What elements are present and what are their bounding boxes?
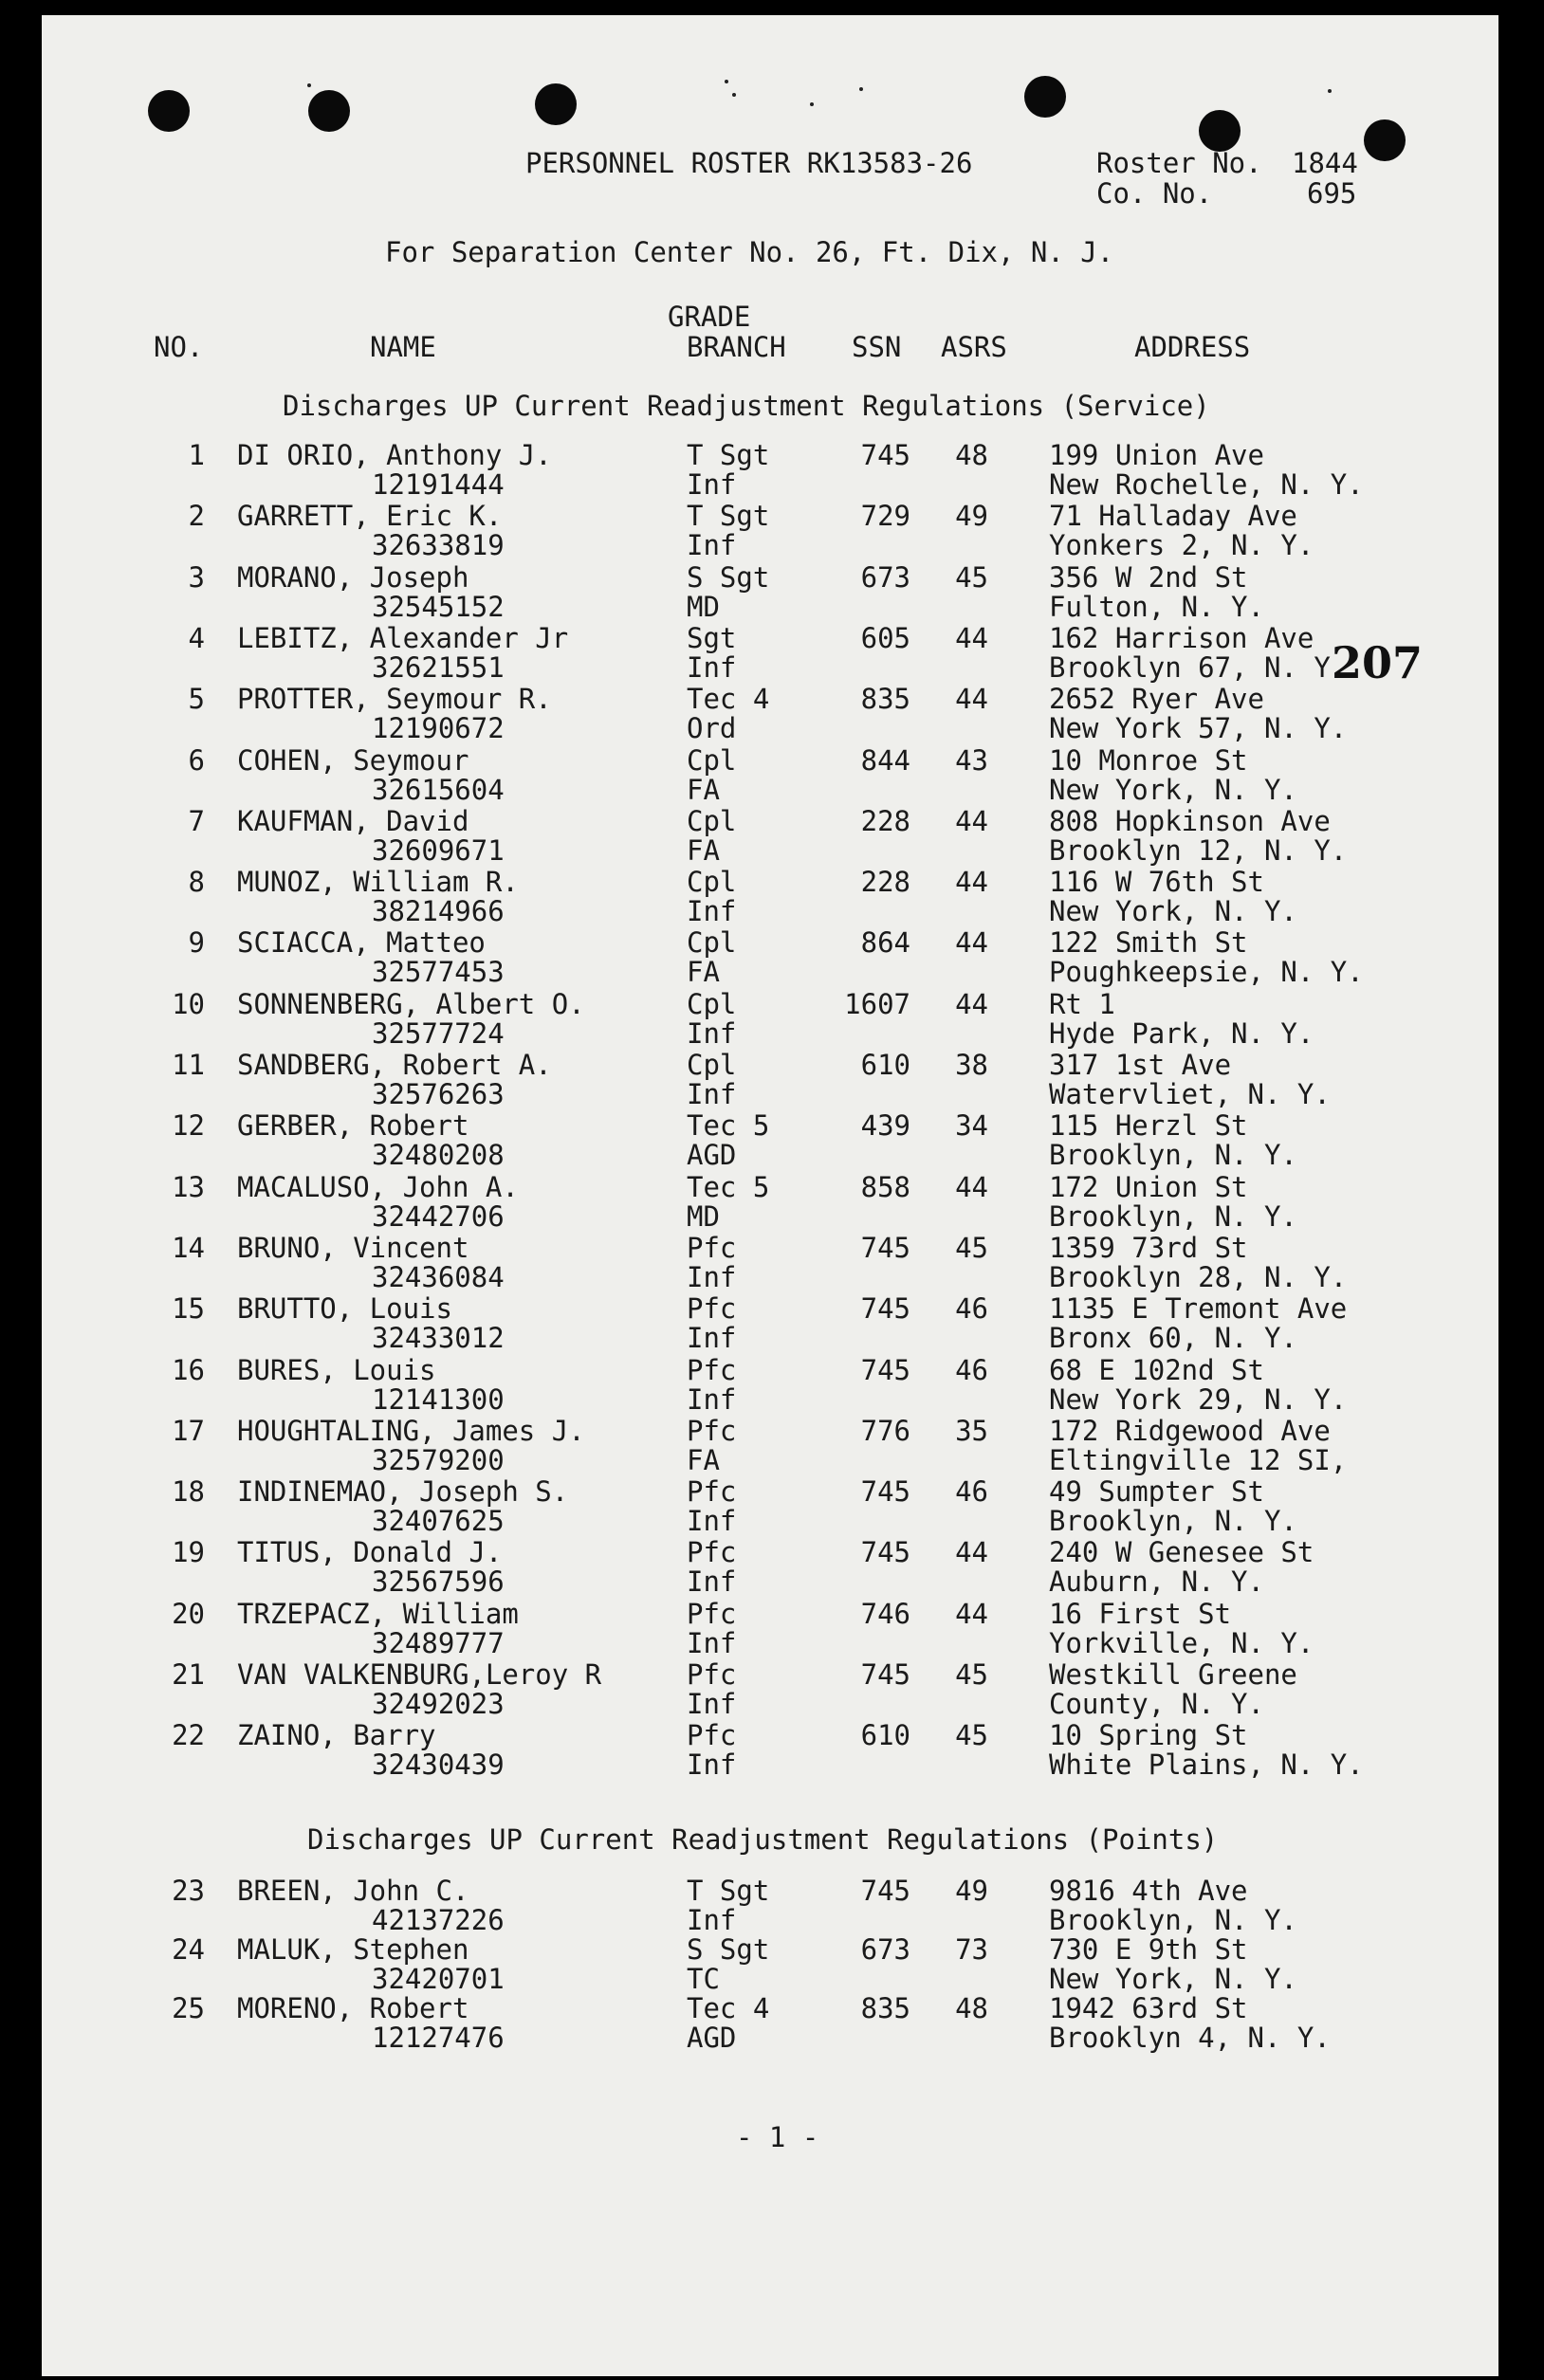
- row-name: MACALUSO, John A.: [237, 1170, 519, 1203]
- row-ssn: 745: [860, 1875, 910, 1907]
- row-number: 25: [172, 1992, 205, 2024]
- row-ssn: 835: [860, 683, 910, 716]
- row-branch: Inf: [687, 1078, 737, 1110]
- roster-title: PERSONNEL ROSTER RK13583-26: [525, 147, 973, 179]
- row-branch: Inf: [687, 468, 737, 501]
- row-asrs: 44: [955, 987, 988, 1020]
- row-name: MORANO, Joseph: [237, 560, 469, 594]
- row-address-line1: 9816 4th Ave: [1049, 1875, 1248, 1907]
- row-number: 3: [188, 560, 205, 594]
- row-number: 17: [172, 1414, 205, 1447]
- row-address-line1: 16 First St: [1049, 1597, 1232, 1630]
- row-ssn: 746: [860, 1597, 910, 1630]
- row-address-line2: New York, N. Y.: [1049, 1963, 1297, 1995]
- row-number: 7: [188, 804, 205, 837]
- row-number: 15: [172, 1292, 205, 1326]
- row-serial: 32480208: [372, 1139, 505, 1172]
- row-serial: 32430439: [372, 1748, 505, 1782]
- row-name: ZAINO, Barry: [237, 1719, 436, 1752]
- row-serial: 32633819: [372, 529, 505, 562]
- row-grade: Pfc: [687, 1536, 737, 1569]
- row-serial: 32489777: [372, 1626, 505, 1659]
- row-grade: Cpl: [687, 866, 737, 899]
- roster-page: [42, 15, 1498, 2376]
- row-address-line1: Rt 1: [1049, 987, 1115, 1020]
- row-branch: Inf: [687, 1626, 737, 1659]
- row-asrs: 34: [955, 1109, 988, 1143]
- row-name: MUNOZ, William R.: [237, 866, 519, 899]
- row-name: SANDBERG, Robert A.: [237, 1049, 552, 1081]
- row-grade: Pfc: [687, 1658, 737, 1691]
- row-ssn: 745: [860, 1536, 910, 1569]
- row-number: 16: [172, 1353, 205, 1386]
- row-address-line1: 162 Harrison Ave: [1049, 621, 1314, 654]
- row-asrs: 45: [955, 1231, 988, 1264]
- row-address-line2: Brooklyn 67, N. Y.: [1049, 650, 1348, 684]
- row-serial: 32577453: [372, 956, 505, 989]
- row-address-line2: New York 29, N. Y.: [1049, 1382, 1348, 1416]
- row-address-line1: 730 E 9th St: [1049, 1933, 1248, 1966]
- row-ssn: 1607: [844, 987, 910, 1020]
- row-serial: 12141300: [372, 1382, 505, 1416]
- row-serial: 32621551: [372, 650, 505, 684]
- row-number: 14: [172, 1231, 205, 1264]
- column-header-name: NAME: [370, 331, 436, 363]
- row-grade: Tec 5: [687, 1109, 770, 1143]
- row-address-line1: 71 Halladay Ave: [1049, 500, 1297, 533]
- row-branch: MD: [687, 1199, 720, 1233]
- row-name: BRUNO, Vincent: [237, 1231, 469, 1264]
- row-number: 21: [172, 1658, 205, 1691]
- co-no-label: Co. No.: [1096, 177, 1213, 210]
- row-name: GERBER, Robert: [237, 1109, 469, 1143]
- row-name: GARRETT, Eric K.: [237, 500, 503, 533]
- row-ssn: 228: [860, 866, 910, 899]
- row-name: VAN VALKENBURG,Leroy R: [237, 1658, 602, 1691]
- row-address-line1: 1135 E Tremont Ave: [1049, 1292, 1348, 1326]
- row-address-line1: 808 Hopkinson Ave: [1049, 804, 1331, 837]
- row-asrs: 49: [955, 1875, 988, 1907]
- column-header-address: ADDRESS: [1134, 331, 1251, 363]
- row-address-line1: 49 Sumpter St: [1049, 1475, 1264, 1509]
- row-ssn: 745: [860, 1475, 910, 1509]
- row-address-line1: 240 W Genesee St: [1049, 1536, 1314, 1569]
- column-header-ssn: SSN: [852, 331, 902, 363]
- column-header-no: NO.: [154, 331, 204, 363]
- row-ssn: 610: [860, 1049, 910, 1081]
- punch-hole: [535, 83, 577, 125]
- row-branch: Inf: [687, 1260, 737, 1293]
- row-address-line2: Brooklyn 28, N. Y.: [1049, 1260, 1348, 1293]
- row-number: 2: [188, 500, 205, 533]
- roster-no-value: 1844: [1292, 147, 1358, 179]
- row-grade: Cpl: [687, 1049, 737, 1081]
- row-serial: 38214966: [372, 895, 505, 928]
- row-grade: Pfc: [687, 1597, 737, 1630]
- row-address-line2: Brooklyn, N. Y.: [1049, 1904, 1297, 1936]
- row-ssn: 439: [860, 1109, 910, 1143]
- row-branch: FA: [687, 773, 720, 806]
- row-asrs: 44: [955, 683, 988, 716]
- row-address-line2: Watervliet, N. Y.: [1049, 1078, 1331, 1110]
- row-branch: FA: [687, 833, 720, 867]
- co-no-value: 695: [1307, 177, 1357, 210]
- row-branch: Inf: [687, 1904, 737, 1936]
- row-branch: FA: [687, 1443, 720, 1476]
- row-address-line2: Auburn, N. Y.: [1049, 1565, 1264, 1599]
- row-grade: Pfc: [687, 1719, 737, 1752]
- row-grade: T Sgt: [687, 1875, 770, 1907]
- row-number: 18: [172, 1475, 205, 1509]
- row-serial: 42137226: [372, 1904, 505, 1936]
- row-name: TRZEPACZ, William: [237, 1597, 519, 1630]
- row-grade: Pfc: [687, 1414, 737, 1447]
- row-grade: T Sgt: [687, 500, 770, 533]
- row-asrs: 46: [955, 1475, 988, 1509]
- row-address-line1: 68 E 102nd St: [1049, 1353, 1264, 1386]
- row-address-line2: White Plains, N. Y.: [1049, 1748, 1364, 1782]
- row-asrs: 35: [955, 1414, 988, 1447]
- row-branch: Inf: [687, 1016, 737, 1050]
- row-serial: 32577724: [372, 1016, 505, 1050]
- row-name: HOUGHTALING, James J.: [237, 1414, 585, 1447]
- row-number: 11: [172, 1049, 205, 1081]
- row-name: BREEN, John C.: [237, 1875, 469, 1907]
- row-address-line1: 116 W 76th St: [1049, 866, 1264, 899]
- row-address-line2: Brooklyn 12, N. Y.: [1049, 833, 1348, 867]
- row-name: COHEN, Seymour: [237, 743, 469, 777]
- row-address-line1: 199 Union Ave: [1049, 439, 1264, 471]
- row-ssn: 745: [860, 439, 910, 471]
- row-asrs: 44: [955, 1170, 988, 1203]
- row-number: 6: [188, 743, 205, 777]
- row-ssn: 605: [860, 621, 910, 654]
- row-address-line2: New York 57, N. Y.: [1049, 712, 1348, 745]
- row-number: 23: [172, 1875, 205, 1907]
- row-serial: 32420701: [372, 1963, 505, 1995]
- row-branch: FA: [687, 956, 720, 989]
- row-address-line2: Brooklyn, N. Y.: [1049, 1199, 1297, 1233]
- row-serial: 32567596: [372, 1565, 505, 1599]
- row-address-line1: 2652 Ryer Ave: [1049, 683, 1264, 716]
- row-ssn: 835: [860, 1992, 910, 2024]
- row-grade: T Sgt: [687, 439, 770, 471]
- row-asrs: 44: [955, 866, 988, 899]
- row-address-line1: 122 Smith St: [1049, 926, 1248, 960]
- row-number: 1: [188, 439, 205, 471]
- row-name: TITUS, Donald J.: [237, 1536, 503, 1569]
- speck: [732, 93, 736, 97]
- row-address-line1: 356 W 2nd St: [1049, 560, 1248, 594]
- row-number: 22: [172, 1719, 205, 1752]
- row-address-line2: Brooklyn, N. Y.: [1049, 1505, 1297, 1538]
- row-grade: Cpl: [687, 987, 737, 1020]
- row-grade: Cpl: [687, 926, 737, 960]
- row-branch: Inf: [687, 1505, 737, 1538]
- row-name: MALUK, Stephen: [237, 1933, 469, 1966]
- punch-hole: [308, 90, 350, 132]
- row-number: 4: [188, 621, 205, 654]
- row-serial: 32576263: [372, 1078, 505, 1110]
- row-ssn: 610: [860, 1719, 910, 1752]
- row-name: MORENO, Robert: [237, 1992, 469, 2024]
- row-address-line1: 1942 63rd St: [1049, 1992, 1248, 2024]
- row-number: 5: [188, 683, 205, 716]
- row-branch: Inf: [687, 895, 737, 928]
- row-asrs: 49: [955, 500, 988, 533]
- row-ssn: 745: [860, 1658, 910, 1691]
- punch-hole: [148, 90, 190, 132]
- row-asrs: 48: [955, 439, 988, 471]
- row-name: DI ORIO, Anthony J.: [237, 439, 552, 471]
- row-ssn: 776: [860, 1414, 910, 1447]
- row-ssn: 844: [860, 743, 910, 777]
- row-address-line2: New York, N. Y.: [1049, 895, 1297, 928]
- handwritten-note: 207: [1332, 637, 1424, 688]
- row-number: 13: [172, 1170, 205, 1203]
- row-serial: 32615604: [372, 773, 505, 806]
- row-address-line1: 10 Spring St: [1049, 1719, 1248, 1752]
- row-asrs: 38: [955, 1049, 988, 1081]
- row-asrs: 44: [955, 804, 988, 837]
- row-branch: Inf: [687, 1688, 737, 1720]
- row-ssn: 745: [860, 1292, 910, 1326]
- row-grade: Pfc: [687, 1475, 737, 1509]
- row-ssn: 673: [860, 1933, 910, 1966]
- row-name: INDINEMAO, Joseph S.: [237, 1475, 569, 1509]
- row-address-line1: Westkill Greene: [1049, 1658, 1297, 1691]
- row-branch: Ord: [687, 712, 737, 745]
- row-asrs: 44: [955, 1597, 988, 1630]
- row-address-line2: New Rochelle, N. Y.: [1049, 468, 1364, 501]
- row-grade: Tec 4: [687, 1992, 770, 2024]
- row-grade: Cpl: [687, 804, 737, 837]
- row-number: 19: [172, 1536, 205, 1569]
- punch-hole: [1024, 76, 1066, 118]
- row-name: LEBITZ, Alexander Jr: [237, 621, 569, 654]
- row-name: PROTTER, Seymour R.: [237, 683, 552, 716]
- row-branch: TC: [687, 1963, 720, 1995]
- row-branch: Inf: [687, 650, 737, 684]
- punch-hole: [1364, 119, 1406, 161]
- row-asrs: 45: [955, 1658, 988, 1691]
- row-ssn: 858: [860, 1170, 910, 1203]
- speck: [1328, 89, 1332, 93]
- row-branch: Inf: [687, 529, 737, 562]
- row-branch: AGD: [687, 1139, 737, 1172]
- section-heading-service: Discharges UP Current Readjustment Regulations (Service): [283, 390, 1210, 422]
- speck: [810, 102, 814, 106]
- row-ssn: 745: [860, 1231, 910, 1264]
- row-ssn: 729: [860, 500, 910, 533]
- row-number: 8: [188, 866, 205, 899]
- subtitle: For Separation Center No. 26, Ft. Dix, N. J.: [385, 236, 1114, 268]
- row-asrs: 44: [955, 926, 988, 960]
- column-header-asrs: ASRS: [941, 331, 1007, 363]
- row-branch: Inf: [687, 1382, 737, 1416]
- row-grade: Tec 4: [687, 683, 770, 716]
- row-ssn: 228: [860, 804, 910, 837]
- row-branch: Inf: [687, 1748, 737, 1782]
- row-grade: Cpl: [687, 743, 737, 777]
- speck: [307, 83, 311, 87]
- row-grade: Pfc: [687, 1231, 737, 1264]
- row-grade: S Sgt: [687, 560, 770, 594]
- row-address-line2: New York, N. Y.: [1049, 773, 1297, 806]
- row-number: 20: [172, 1597, 205, 1630]
- row-ssn: 864: [860, 926, 910, 960]
- row-address-line2: Hyde Park, N. Y.: [1049, 1016, 1314, 1050]
- row-number: 12: [172, 1109, 205, 1143]
- row-address-line1: 1359 73rd St: [1049, 1231, 1248, 1264]
- row-address-line1: 172 Ridgewood Ave: [1049, 1414, 1331, 1447]
- row-serial: 32579200: [372, 1443, 505, 1476]
- page-number: - 1 -: [736, 2121, 819, 2153]
- punch-hole: [1199, 110, 1241, 152]
- row-grade: Tec 5: [687, 1170, 770, 1203]
- row-serial: 32492023: [372, 1688, 505, 1720]
- row-branch: MD: [687, 590, 720, 623]
- row-ssn: 673: [860, 560, 910, 594]
- row-grade: Pfc: [687, 1353, 737, 1386]
- row-asrs: 46: [955, 1353, 988, 1386]
- row-name: BURES, Louis: [237, 1353, 436, 1386]
- row-number: 24: [172, 1933, 205, 1966]
- roster-no-label: Roster No.: [1096, 147, 1262, 179]
- row-asrs: 45: [955, 1719, 988, 1752]
- speck: [725, 80, 728, 83]
- row-branch: AGD: [687, 2022, 737, 2054]
- row-serial: 32609671: [372, 833, 505, 867]
- row-serial: 32407625: [372, 1505, 505, 1538]
- row-name: KAUFMAN, David: [237, 804, 469, 837]
- row-name: SCIACCA, Matteo: [237, 926, 486, 960]
- row-grade: S Sgt: [687, 1933, 770, 1966]
- row-asrs: 46: [955, 1292, 988, 1326]
- row-asrs: 48: [955, 1992, 988, 2024]
- row-address-line2: Bronx 60, N. Y.: [1049, 1322, 1297, 1355]
- row-asrs: 43: [955, 743, 988, 777]
- row-serial: 32433012: [372, 1322, 505, 1355]
- row-address-line2: Yonkers 2, N. Y.: [1049, 529, 1314, 562]
- row-address-line1: 10 Monroe St: [1049, 743, 1248, 777]
- row-serial: 32436084: [372, 1260, 505, 1293]
- row-address-line1: 115 Herzl St: [1049, 1109, 1248, 1143]
- row-address-line2: Eltingville 12 SI,: [1049, 1443, 1348, 1476]
- row-number: 10: [172, 987, 205, 1020]
- row-branch: Inf: [687, 1322, 737, 1355]
- row-address-line1: 172 Union St: [1049, 1170, 1248, 1203]
- row-serial: 12127476: [372, 2022, 505, 2054]
- row-grade: Pfc: [687, 1292, 737, 1326]
- row-address-line2: County, N. Y.: [1049, 1688, 1264, 1720]
- row-branch: Inf: [687, 1565, 737, 1599]
- speck: [859, 87, 863, 91]
- row-address-line2: Brooklyn 4, N. Y.: [1049, 2022, 1331, 2054]
- row-asrs: 44: [955, 621, 988, 654]
- row-grade: Sgt: [687, 621, 737, 654]
- row-serial: 32545152: [372, 590, 505, 623]
- row-serial: 32442706: [372, 1199, 505, 1233]
- row-asrs: 44: [955, 1536, 988, 1569]
- row-asrs: 45: [955, 560, 988, 594]
- column-header-branch: BRANCH: [687, 331, 786, 363]
- row-name: SONNENBERG, Albert O.: [237, 987, 585, 1020]
- column-header-grade: GRADE: [668, 301, 751, 333]
- row-number: 9: [188, 926, 205, 960]
- row-address-line2: Poughkeepsie, N. Y.: [1049, 956, 1364, 989]
- row-address-line2: Brooklyn, N. Y.: [1049, 1139, 1297, 1172]
- row-asrs: 73: [955, 1933, 988, 1966]
- section-heading-points: Discharges UP Current Readjustment Regulations (Points): [307, 1823, 1219, 1856]
- row-address-line2: Fulton, N. Y.: [1049, 590, 1264, 623]
- row-address-line2: Yorkville, N. Y.: [1049, 1626, 1314, 1659]
- row-serial: 12190672: [372, 712, 505, 745]
- row-serial: 12191444: [372, 468, 505, 501]
- row-ssn: 745: [860, 1353, 910, 1386]
- row-name: BRUTTO, Louis: [237, 1292, 452, 1326]
- row-address-line1: 317 1st Ave: [1049, 1049, 1232, 1081]
